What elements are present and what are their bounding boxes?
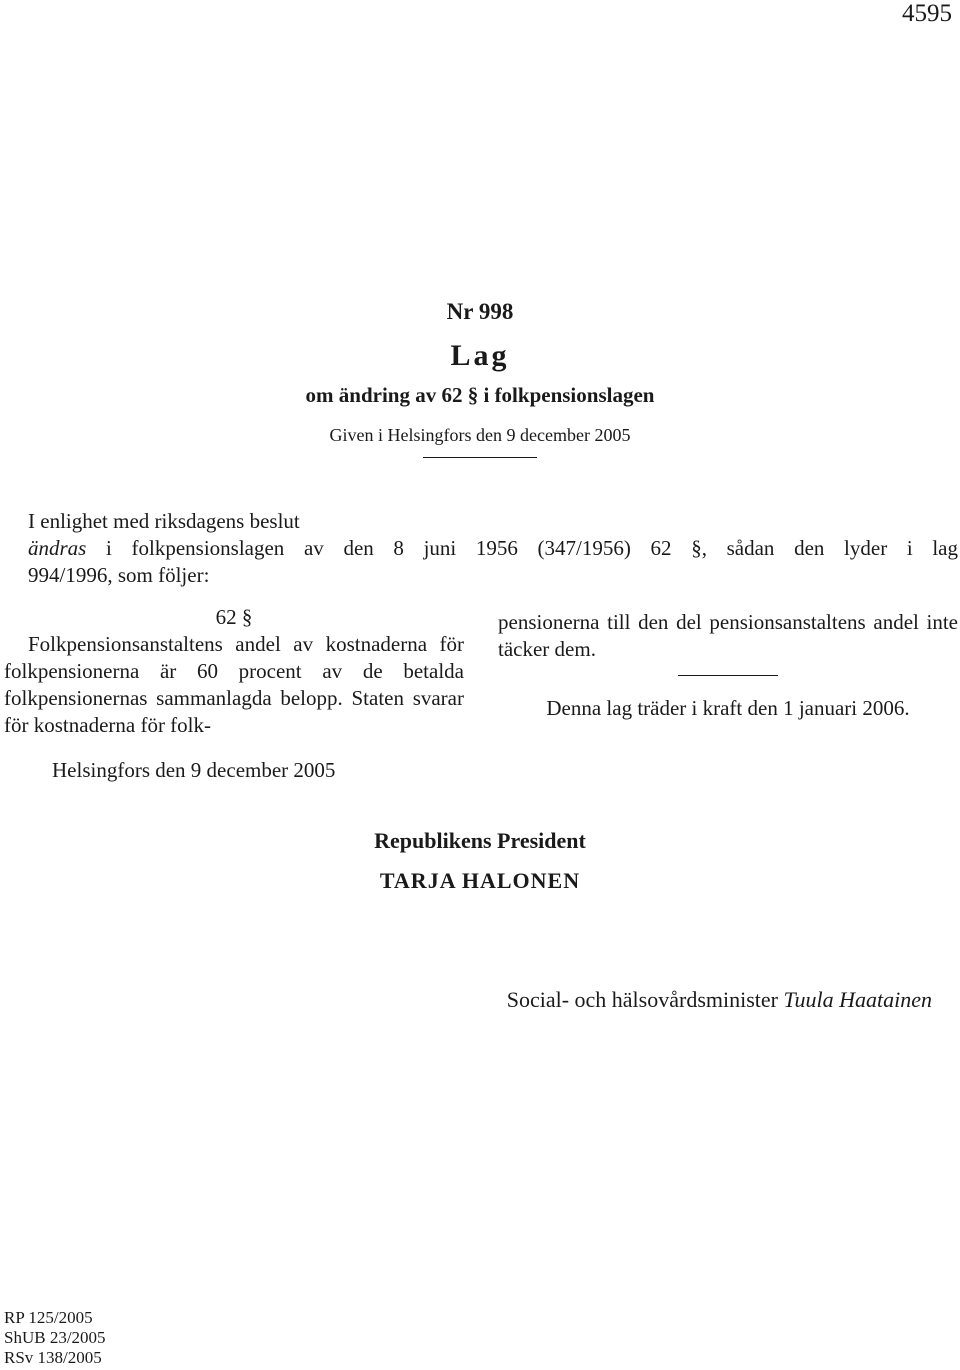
preamble-line-2: [28, 535, 958, 562]
entry-into-force: Denna lag träder i kraft den 1 januari 2006.: [546, 696, 910, 720]
reference-rp: RP 125/2005: [4, 1308, 93, 1327]
references: [4, 1308, 106, 1368]
preamble-line-3: 994/1996, som följer:: [28, 563, 210, 587]
law-type: Lag: [450, 339, 510, 372]
page-number: 4595: [902, 0, 952, 27]
preamble-line-2-text: i folkpensionslagen av den 8 juni 1956 (347/1956) 62 §, sådan den lyder i lag: [86, 536, 958, 560]
reference-shub: ShUB 23/2005: [4, 1328, 106, 1347]
law-title: om ändring av 62 § i folkpensionslagen: [305, 383, 655, 407]
section-heading: 62 §: [215, 605, 253, 629]
section-divider: [678, 675, 778, 676]
given-line: Given i Helsingfors den 9 december 2005: [329, 425, 631, 445]
heading-divider: [423, 457, 537, 458]
president-name: TARJA HALONEN: [379, 868, 581, 893]
reference-rsv: RSv 138/2005: [4, 1348, 102, 1367]
left-column: [4, 604, 464, 739]
law-heading: [0, 296, 960, 458]
section-text-left: Folkpensionsanstaltens andel av kostnaderna för folkpensionerna är 60 procent av de betalda folkpensionernas sammanlagda belopp. Staten svarar för kostnaderna för folk-: [4, 632, 464, 737]
minister-title: Social- och hälsovårdsminister: [506, 987, 778, 1012]
law-number: Nr 998: [446, 299, 514, 324]
right-column: [498, 609, 958, 722]
president-title: Republikens President: [374, 828, 586, 853]
section-text-right: pensionerna till den del pensionsanstaltens andel inte täcker dem.: [498, 610, 958, 661]
minister-signature: [507, 985, 932, 1015]
minister-name: Tuula Haatainen: [783, 987, 932, 1012]
preamble-verb: ändras: [28, 536, 87, 560]
preamble-line-1: I enlighet med riksdagens beslut: [28, 509, 300, 533]
place-date: Helsingfors den 9 december 2005: [52, 758, 336, 782]
preamble: [28, 508, 958, 589]
